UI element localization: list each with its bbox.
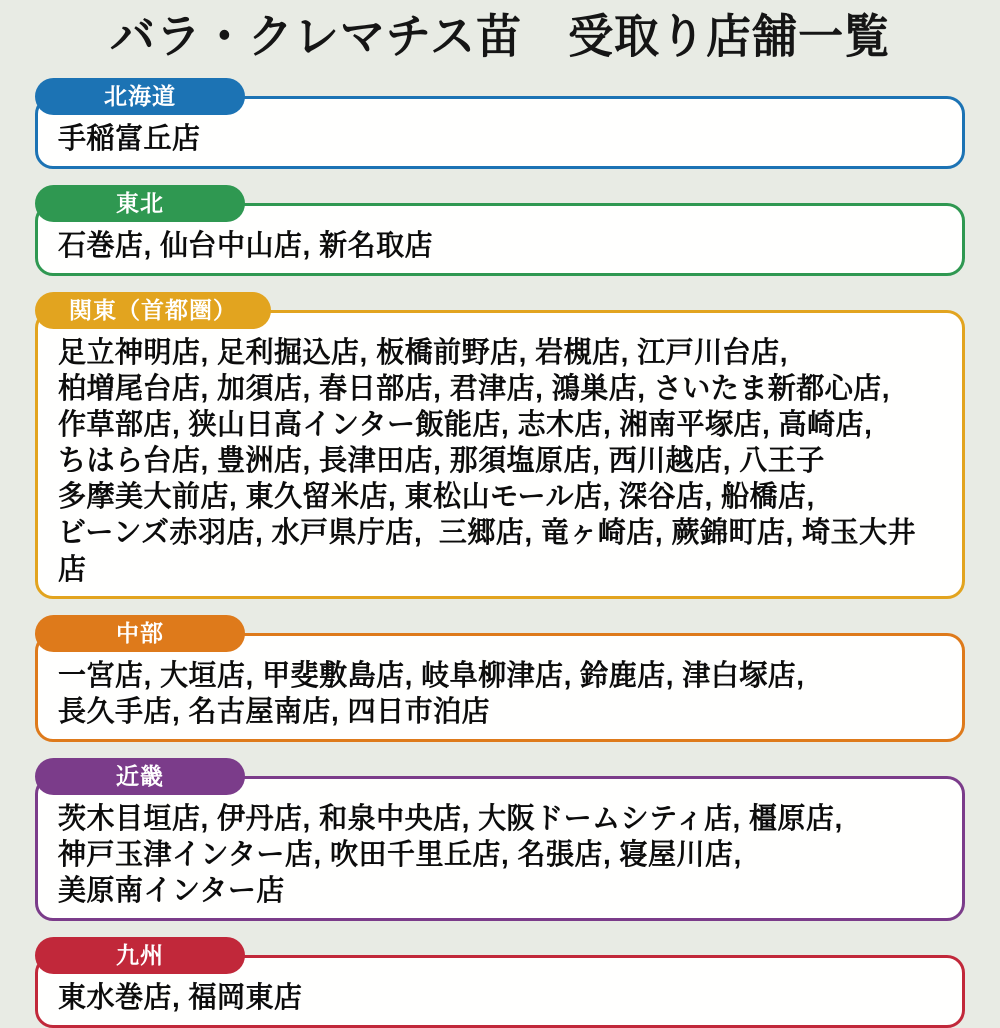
store-line: 一宮店, 大垣店, 甲斐敷島店, 岐阜柳津店, 鈴鹿店, 津白塚店, — [58, 659, 805, 691]
region-tab-label: 九州 — [116, 942, 164, 968]
region-tab-kinki — [35, 758, 245, 795]
store-line: ちはら台店, 豊洲店, 長津田店, 那須塩原店, 西川越店, 八王子 — [58, 444, 825, 476]
store-list-box-kinki — [35, 776, 965, 921]
region-section-kinki — [35, 758, 965, 921]
region-section-kanto — [35, 292, 965, 599]
region-tab-label: 関東（首都圏） — [69, 297, 237, 323]
region-tab-hokkaido — [35, 78, 245, 115]
store-line: 茨木目垣店, 伊丹店, 和泉中央店, 大阪ドームシティ店, 橿原店, — [58, 802, 843, 834]
region-tab-label: 中部 — [116, 620, 164, 646]
store-line: 石巻店, 仙台中山店, 新名取店 — [58, 229, 434, 261]
store-line: 作草部店, 狭山日高インター飯能店, 志木店, 湘南平塚店, 高崎店, — [58, 408, 873, 440]
store-line: 足立神明店, 足利掘込店, 板橋前野店, 岩槻店, 江戸川台店, — [58, 336, 789, 368]
region-tab-kanto — [35, 292, 271, 329]
page-title: バラ・クレマチス苗 受取り店舗一覧 — [109, 9, 891, 63]
region-tab-label: 東北 — [116, 190, 164, 216]
region-section-chubu — [35, 615, 965, 742]
store-list-box-kanto — [35, 310, 965, 599]
region-tab-kyushu — [35, 937, 245, 974]
store-line: 美原南インター店 — [58, 874, 285, 906]
store-line: 多摩美大前店, 東久留米店, 東松山モール店, 深谷店, 船橋店, — [58, 480, 815, 512]
store-line: 長久手店, 名古屋南店, 四日市泊店 — [58, 695, 491, 727]
store-line: 東水巻店, 福岡東店 — [58, 981, 303, 1013]
region-tab-label: 北海道 — [104, 83, 176, 109]
store-line: ビーンズ赤羽店, 水戸県庁店, 三郷店, 竜ヶ崎店, 蕨錦町店, 埼玉大井店 — [58, 516, 917, 586]
region-section-hokkaido — [35, 78, 965, 169]
store-line: 神戸玉津インター店, 吹田千里丘店, 名張店, 寝屋川店, — [58, 838, 742, 870]
region-section-kyushu — [35, 937, 965, 1028]
region-tab-label: 近畿 — [116, 763, 164, 789]
region-tab-chubu — [35, 615, 245, 652]
region-section-tohoku — [35, 185, 965, 276]
store-line: 柏増尾台店, 加須店, 春日部店, 君津店, 鴻巣店, さいたま新都心店, — [58, 372, 891, 404]
region-tab-tohoku — [35, 185, 245, 222]
store-line: 手稲富丘店 — [58, 122, 201, 154]
